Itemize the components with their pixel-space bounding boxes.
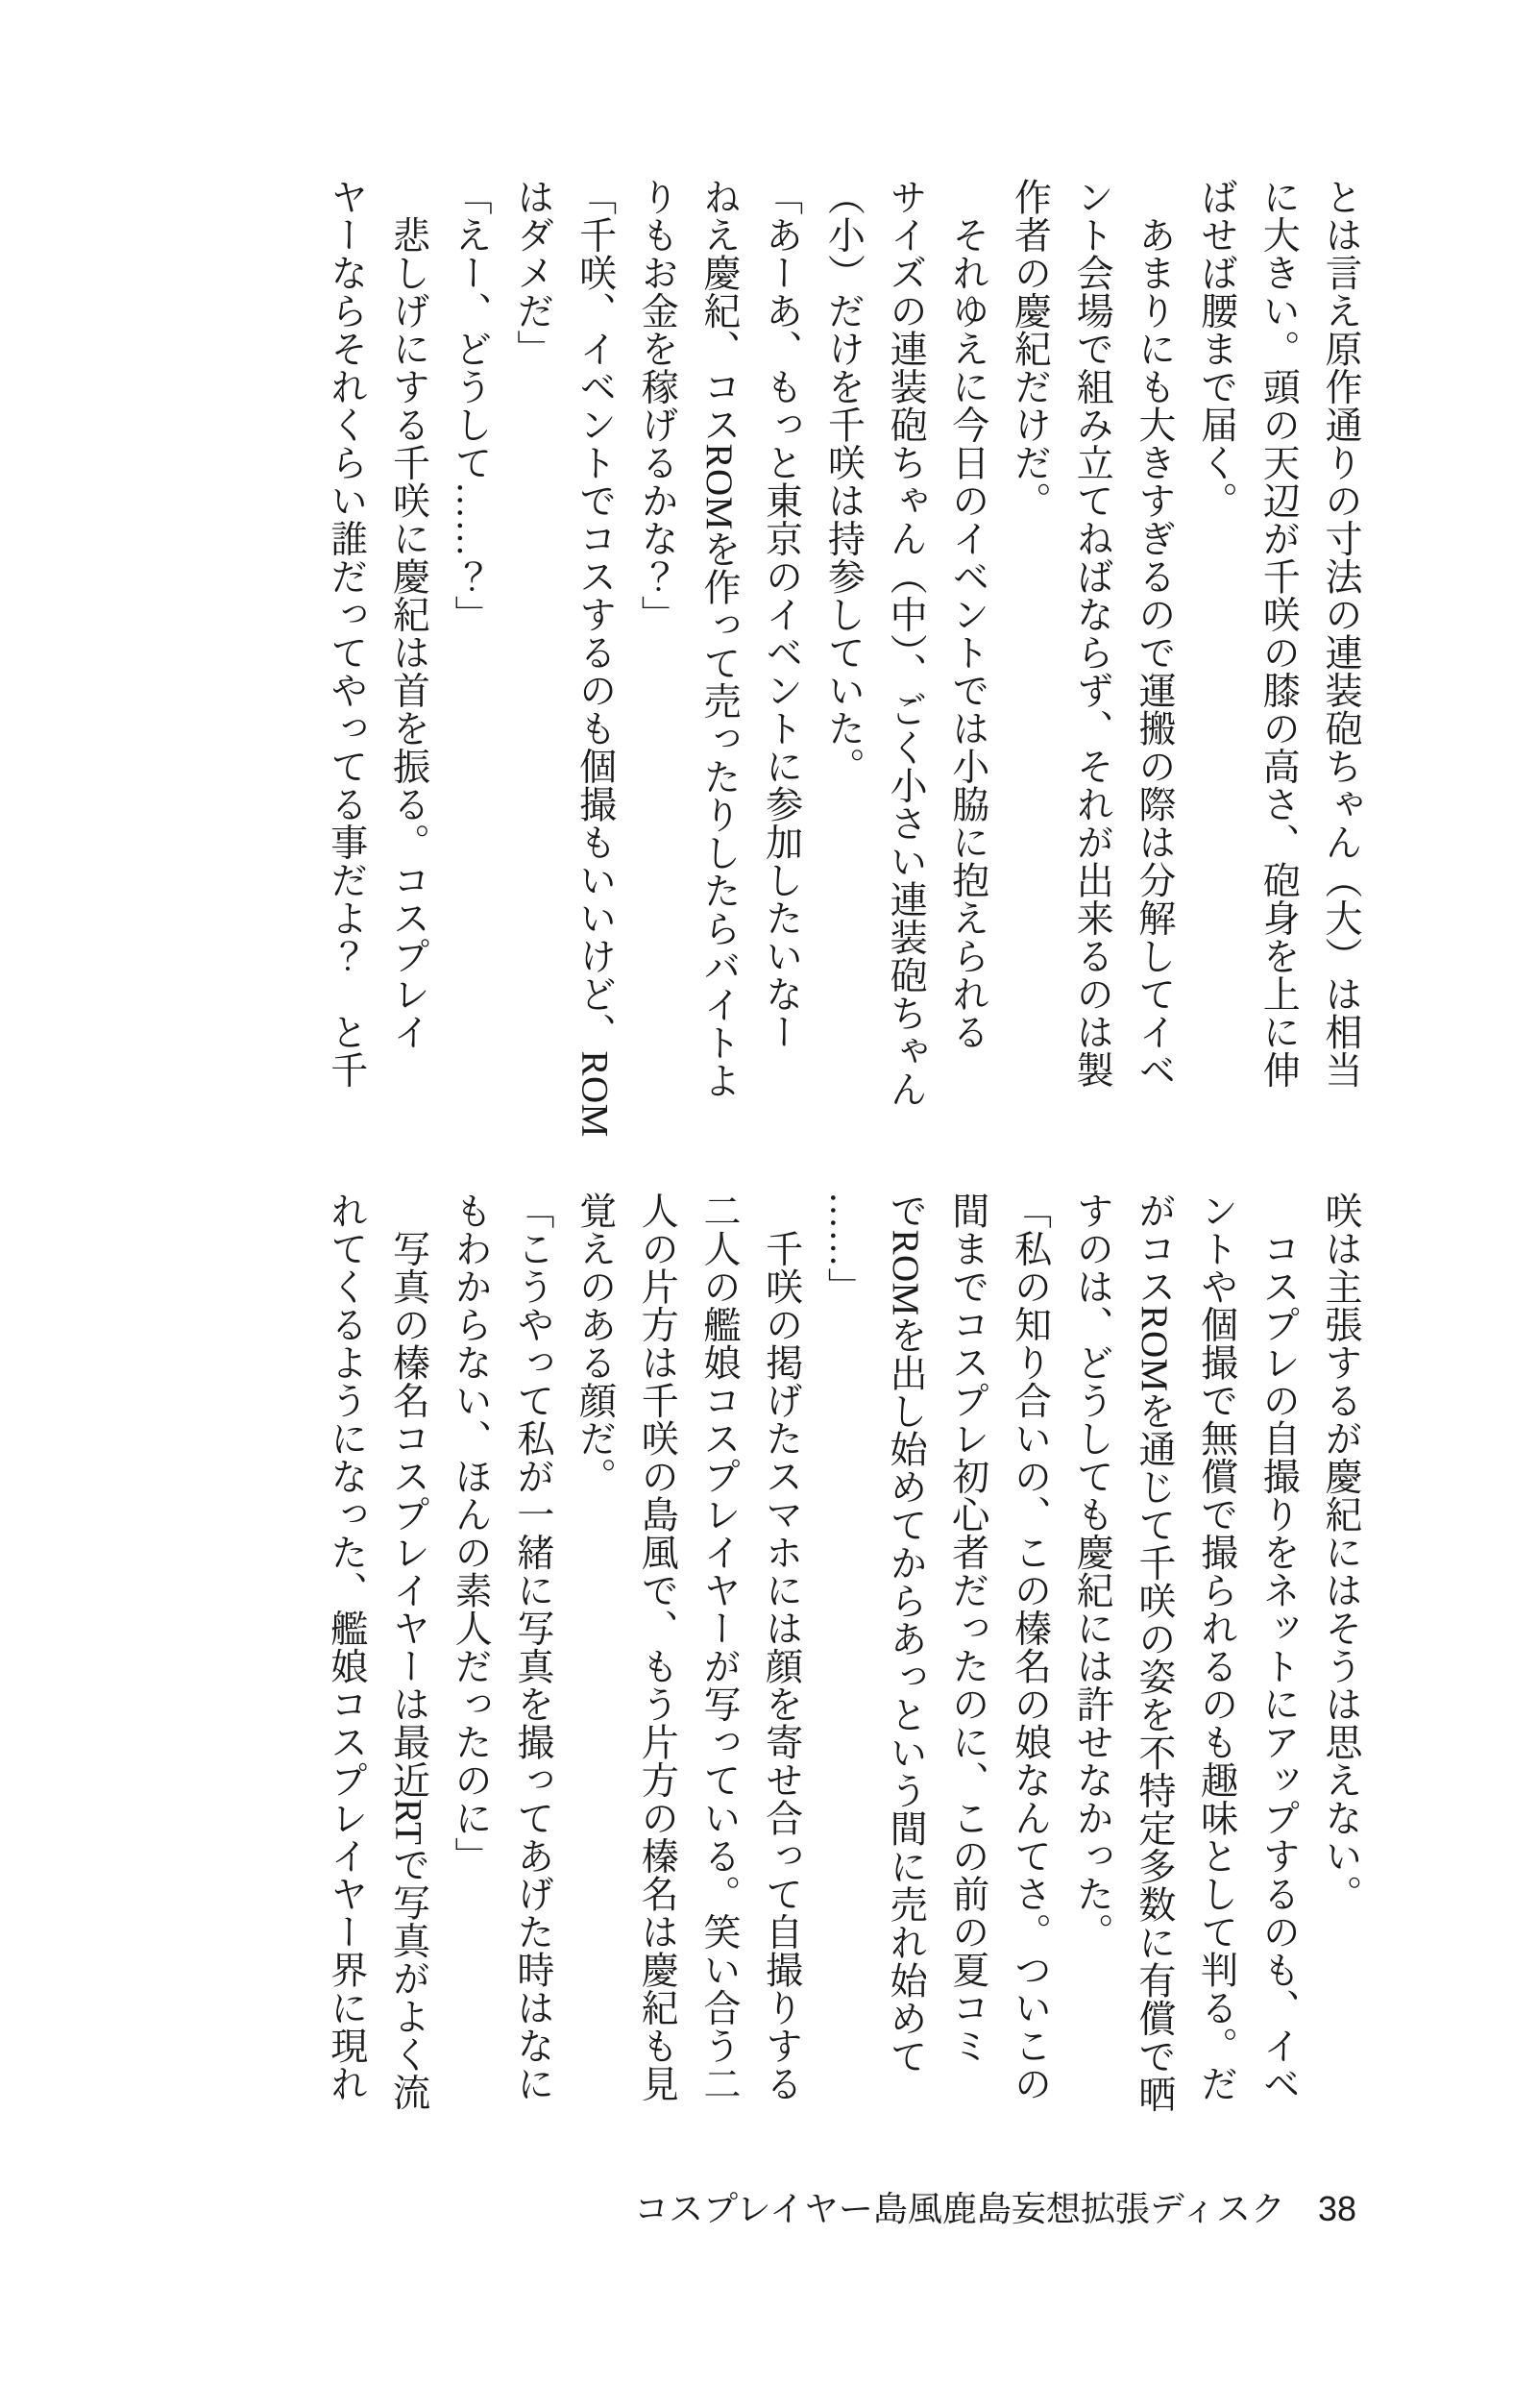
text-line: がコスROMを通じて千咲の姿を不特定多数に有償で晒 bbox=[1133, 1192, 1175, 2114]
text-line: コスプレの自撮りをネットにアップするのも、イベ bbox=[1257, 1192, 1300, 2102]
text-line: 二人の艦娘コスプレイヤーが写っている。笑い合う二 bbox=[697, 1192, 740, 2102]
text-line: サイズの連装砲ちゃん（中）、ごく小さい連装砲ちゃん bbox=[885, 178, 927, 1108]
text-line: ント会場で組み立てねばならず、それが出来るのは製 bbox=[1071, 178, 1113, 1089]
text-line: 作者の慶紀だけだ。 bbox=[1009, 178, 1051, 520]
text-line: とは言え原作通りの寸法の連装砲ちゃん（大）は相当 bbox=[1320, 178, 1361, 1089]
page-footer bbox=[634, 2189, 1356, 2228]
text-line: ントや個撮で無償で撮られるのも趣味として判る。だ bbox=[1195, 1192, 1237, 2102]
text-line: ……」 bbox=[822, 1192, 865, 1306]
text-line: すのは、どうしても慶紀には許せなかった。 bbox=[1071, 1192, 1113, 1951]
text-line: それゆえに今日のイベントでは小脇に抱えられる bbox=[946, 178, 988, 1051]
text-line: ねえ慶紀、コスROMを作って売ったりしたらバイトよ bbox=[697, 178, 740, 1100]
text-line: はダメだ」 bbox=[511, 178, 553, 368]
text-line: 「えー、どうして……？」 bbox=[450, 178, 492, 633]
text-line: 咲は主張するが慶紀にはそうは思えない。 bbox=[1320, 1192, 1361, 1913]
text-line: 覚えのある顔だ。 bbox=[573, 1192, 616, 1495]
page-number: 38 bbox=[1317, 2189, 1356, 2228]
text-line: あまりにも大きすぎるので運搬の際は分解してイベ bbox=[1133, 178, 1175, 1089]
text-line: 人の片方は千咲の島風で、もう片方の榛名は慶紀も見 bbox=[636, 1192, 678, 2102]
text-line: 「千咲、イベントでコスするのも個撮もいいけど、ROM bbox=[573, 178, 616, 1138]
text-line: 悲しげにする千咲に慶紀は首を振る。コスプレイ bbox=[387, 178, 429, 1051]
text-line: 千咲の掲げたスマホには顔を寄せ合って自撮りする bbox=[760, 1192, 802, 2102]
text-line: ばせば腰まで届く。 bbox=[1195, 178, 1237, 520]
text-line: れてくるようになった、艦娘コスプレイヤー界に現れ bbox=[325, 1192, 367, 2102]
text-line: 「あーあ、もっと東京のイベントに参加したいなー bbox=[760, 178, 802, 1051]
text-line: 「こうやって私が一緒に写真を撮ってあげた時はなに bbox=[511, 1192, 553, 2102]
text-line: 写真の榛名コスプレイヤーは最近RTで写真がよく流 bbox=[387, 1192, 429, 2111]
text-line: ヤーならそれくらい誰だってやってる事だよ？ と千 bbox=[325, 178, 367, 1089]
text-line: りもお金を稼げるかな？」 bbox=[636, 178, 678, 633]
footer-title: コスプレイヤー島風鹿島妄想拡張ディスク bbox=[634, 2189, 1285, 2228]
text-block-bottom bbox=[314, 1192, 1371, 2114]
text-line: （小）だけを千咲は持参していた。 bbox=[822, 178, 865, 785]
text-line: 間までコスプレ初心者だったのに、この前の夏コミ bbox=[946, 1192, 988, 2065]
text-line: もわからない、ほんの素人だったのに」 bbox=[450, 1192, 492, 1875]
text-line: でROMを出し始めてからあっという間に売れ始めて bbox=[885, 1192, 927, 2076]
text-line: 「私の知り合いの、この榛名の娘なんてさ。ついこの bbox=[1009, 1192, 1051, 2102]
text-block-top bbox=[314, 178, 1371, 1138]
text-line: に大きい。頭の天辺が千咲の膝の高さ、砲身を上に伸 bbox=[1257, 178, 1300, 1089]
